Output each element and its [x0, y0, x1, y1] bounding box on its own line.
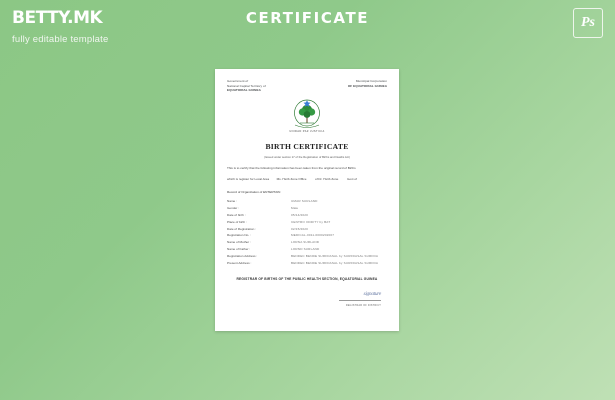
certificate-title: BIRTH CERTIFICATE [265, 141, 349, 151]
table-row [227, 240, 387, 245]
signature-caption: REGISTRAR OF DISTRICT [345, 303, 381, 307]
crest-icon [287, 99, 327, 129]
table-row [227, 220, 387, 225]
issuer-right [313, 79, 387, 88]
field-value: BENDEC BENDE SURFDASAL by SURFDASAL SURFDA [291, 260, 379, 265]
issuer-right-line-2: OF EQUATORIAL GUINEA [347, 83, 387, 88]
issuer-left [227, 79, 301, 93]
field-value: Male [291, 206, 299, 211]
section-heading: Record of Organization of ENTERTAIN [227, 189, 281, 194]
issuer-right-line-1: Municipal Corporation [355, 79, 387, 83]
field-value: UMAR SURLAND [291, 199, 318, 204]
issuer-left-line-3: EQUATORIAL GUINEA [227, 88, 261, 93]
field-label: Registration No. : [227, 233, 251, 238]
field-value: CENTRO ODDITY by BAT [291, 219, 331, 224]
certificate-subtitle: (Issued under section 17 of the Registration of Births and Deaths Act) [264, 155, 350, 160]
certificate-paragraph: This is to certify that the following information has been taken from the original record of Births [227, 166, 356, 171]
field-value: 05/14/2020 [291, 212, 308, 217]
field-label: Date of Registration : [227, 226, 257, 231]
table-row [227, 261, 387, 266]
issuer-left-line-1: Government of [227, 79, 249, 83]
table-row [227, 213, 387, 218]
field-label: Name of Father : [227, 247, 251, 252]
field-value: 02/15/2020 [291, 226, 308, 231]
second-line-part-c: of Dr. Hsrib Zone [314, 177, 339, 182]
fields-table [227, 199, 387, 265]
table-row [227, 199, 387, 204]
field-label: Name of Mother : [227, 240, 251, 245]
field-value: LORNA SURLAND [291, 240, 320, 245]
table-row [227, 206, 387, 211]
field-label: Gender : [227, 206, 240, 211]
field-value: LORND SURLAND [291, 247, 320, 252]
second-line-part-a: which is register for Local Area [227, 177, 270, 182]
table-row [227, 247, 387, 252]
registrar-line: REGISTRAR OF BIRTHS OF THE PUBLIC HEALTH SECTION, EQUATORIAL GUINEA [236, 277, 378, 282]
field-value: BENDEC BENDE SURFDASAL by SURFDASAL SURFDA [291, 253, 379, 258]
second-line-part-d: Govt of [346, 177, 357, 182]
brand-title: BETTY.MK [12, 8, 103, 28]
signature-mark: signature [363, 291, 381, 298]
field-label: Date of birth : [227, 212, 246, 217]
field-label: Name : [227, 199, 237, 204]
field-label: Present Address : [227, 260, 252, 265]
national-emblem [287, 99, 327, 134]
field-value: MEDICAL-0011-0000202007 [291, 233, 335, 238]
second-line-part-b: Ms. Hsrib Zone Office [276, 177, 307, 182]
photoshop-icon [573, 8, 603, 38]
certificate-header [227, 79, 387, 93]
photoshop-icon-label: Ps [581, 15, 595, 30]
signature-rule [339, 300, 381, 301]
field-label: Registration Address : [227, 253, 258, 258]
brand-subtitle: fully editable template [12, 34, 109, 45]
table-row [227, 254, 387, 259]
certificate-sheet [215, 69, 399, 331]
page-title: CERTIFICATE [245, 9, 370, 27]
signature-block [227, 290, 387, 307]
certificate-second-line [227, 177, 387, 182]
crest-caption: UNIDAD PAZ JUSTICIA [289, 129, 325, 133]
table-row [227, 233, 387, 238]
issuer-left-line-2: National Capital Territory of [227, 83, 266, 88]
table-row [227, 227, 387, 232]
field-label: Place of birth : [227, 219, 247, 224]
